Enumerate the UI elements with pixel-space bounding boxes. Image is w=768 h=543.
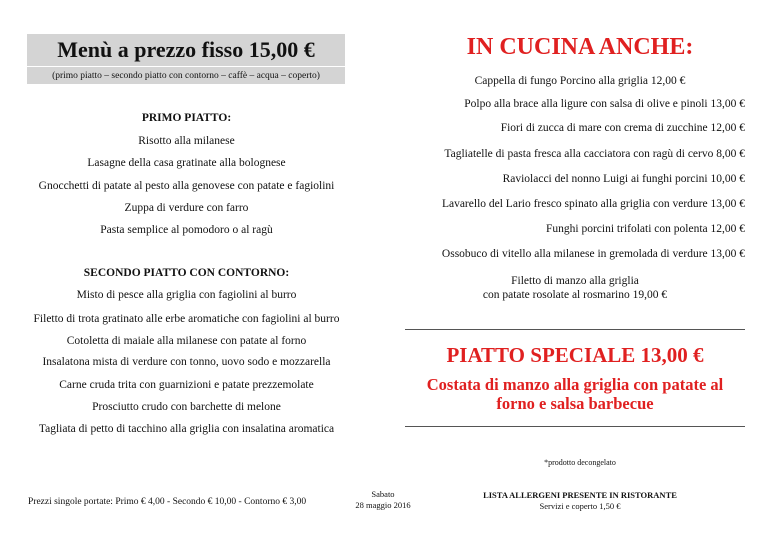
cucina-item: Fiori di zucca di mare con crema di zucchine 12,00 € bbox=[500, 122, 745, 134]
cucina-item: Cappella di fungo Porcino alla griglia 12,00 € bbox=[474, 75, 686, 87]
secondo-item: Filetto di trota gratinato alle erbe aromatiche con fagiolini al burro bbox=[33, 313, 340, 325]
date-block bbox=[348, 489, 418, 511]
special-dish bbox=[405, 375, 745, 413]
cucina-title: IN CUCINA ANCHE: bbox=[466, 34, 694, 60]
secondo-item: Tagliata di petto di tacchino alla griglia con insalatina aromatica bbox=[38, 423, 335, 435]
frozen-note: *prodotto decongelato bbox=[544, 458, 616, 467]
date-label: 28 maggio 2016 bbox=[355, 500, 411, 510]
cucina-item: Polpo alla brace alla ligure con salsa di olive e pinoli 13,00 € bbox=[464, 98, 745, 110]
single-course-prices: Prezzi singole portate: Primo € 4,00 - Secondo € 10,00 - Contorno € 3,00 bbox=[28, 497, 307, 507]
secondo-item: Cotoletta di maiale alla milanese con patate al forno bbox=[66, 335, 307, 347]
cucina-item: Ossobuco di vitello alla milanese in gremolada di verdure 13,00 € bbox=[441, 248, 745, 260]
fixed-menu-subtitle-text: (primo piatto – secondo piatto con contorno – caffè – acqua – coperto) bbox=[52, 70, 320, 81]
fixed-menu-subtitle bbox=[27, 67, 345, 84]
primo-item: Zuppa di verdure con farro bbox=[124, 202, 249, 214]
filetto-item bbox=[405, 274, 745, 302]
special-dish-line: Costata di manzo alla griglia con patate al bbox=[426, 375, 724, 394]
cucina-item: Raviolacci del nonno Luigi ai funghi porcini 10,00 € bbox=[502, 173, 745, 185]
filetto-line: con patate rosolate al rosmarino 19,00 € bbox=[482, 289, 668, 301]
divider bbox=[405, 329, 745, 330]
secondo-item: Prosciutto crudo con barchette di melone bbox=[92, 401, 281, 413]
cucina-item: Funghi porcini trifolati con polenta 12,00 € bbox=[546, 223, 745, 235]
service-charge: Servizi e coperto 1,50 € bbox=[539, 501, 621, 511]
primo-item: Gnocchetti di patate al pesto alla genovese con patate e fagiolini bbox=[38, 180, 335, 192]
primo-item: Lasagne della casa gratinate alla bolognese bbox=[87, 157, 286, 169]
secondo-item: Insalatona mista di verdure con tonno, uovo sodo e mozzarella bbox=[42, 356, 331, 368]
secondo-heading: SECONDO PIATTO CON CONTORNO: bbox=[83, 267, 290, 279]
special-title: PIATTO SPECIALE 13,00 € bbox=[446, 343, 704, 367]
primo-item: Risotto alla milanese bbox=[138, 135, 235, 147]
primo-heading: PRIMO PIATTO: bbox=[141, 112, 232, 124]
day-label: Sabato bbox=[371, 489, 395, 499]
allergen-block bbox=[470, 490, 690, 512]
divider bbox=[405, 426, 745, 427]
primo-item: Pasta semplice al pomodoro o al ragù bbox=[100, 224, 273, 236]
fixed-menu-title-text: Menù a prezzo fisso 15,00 € bbox=[57, 37, 315, 62]
allergen-notice: LISTA ALLERGENI PRESENTE IN RISTORANTE bbox=[483, 490, 677, 500]
fixed-menu-title bbox=[27, 34, 345, 66]
filetto-line: Filetto di manzo alla griglia bbox=[511, 275, 639, 287]
cucina-item: Tagliatelle di pasta fresca alla cacciatora con ragù di cervo 8,00 € bbox=[444, 148, 745, 160]
secondo-item: Carne cruda trita con guarnizioni e patate prezzemolate bbox=[59, 379, 314, 391]
special-dish-line: forno e salsa barbecue bbox=[496, 394, 654, 413]
cucina-item: Lavarello del Lario fresco spinato alla griglia con verdure 13,00 € bbox=[441, 198, 745, 210]
secondo-item: Misto di pesce alla griglia con fagiolini al burro bbox=[76, 289, 297, 301]
